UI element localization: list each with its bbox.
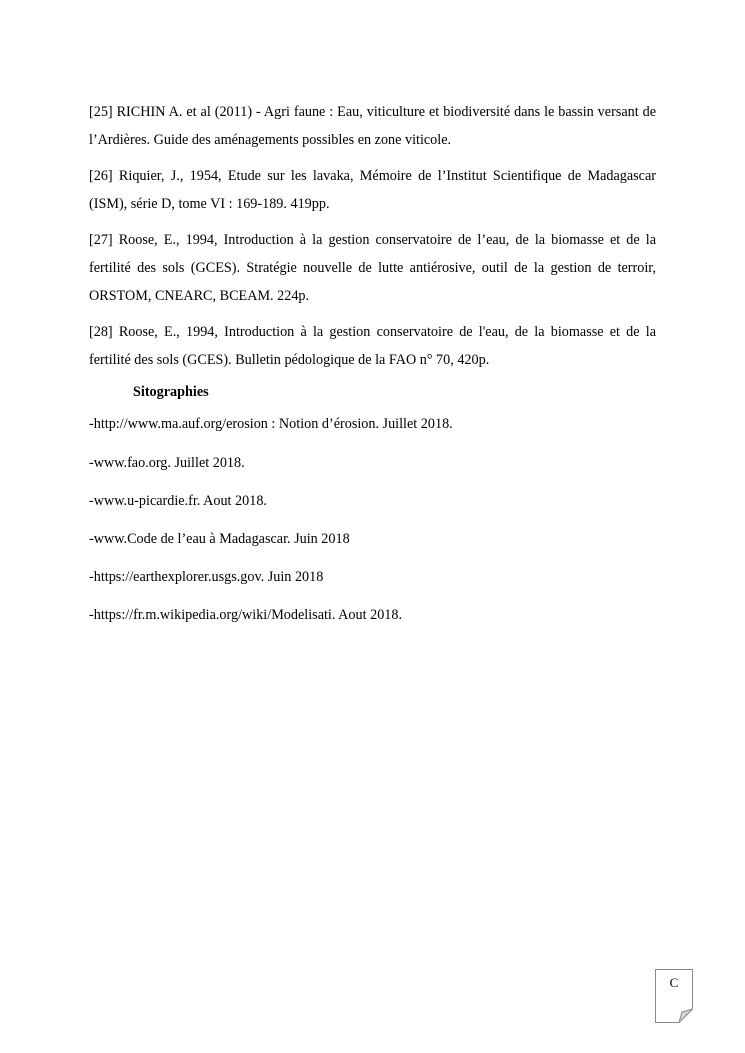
site-item: -www.Code de l’eau à Madagascar. Juin 2018 [89, 531, 350, 547]
reference-27: [27] Roose, E., 1994, Introduction à la gestion conservatoire de l’eau, de la biomasse et de la fertilité des sols (GCES). Stratégie nouvelle de lutte antiérosive, outil de la gestion de terroir, ORSTOM, CNEARC, BCEAM. 224p. [89, 232, 656, 304]
site-item: -https://fr.m.wikipedia.org/wiki/Modelisati. Aout 2018. [89, 607, 403, 623]
reference-25: [25] RICHIN A. et al (2011) - Agri faune : Eau, viticulture et biodiversité dans le bassin versant de l’Ardières. Guide des aménagements possibles en zone viticole. [89, 104, 656, 148]
site-item: -www.fao.org. Juillet 2018. [89, 455, 245, 471]
site-item: -https://earthexplorer.usgs.gov. Juin 2018 [89, 569, 324, 585]
site-item: -http://www.ma.auf.org/erosion : Notion d’érosion. Juillet 2018. [89, 416, 453, 432]
page-number: C [669, 975, 679, 990]
sitographies-heading: Sitographies [133, 384, 209, 400]
reference-list [89, 98, 656, 382]
reference-28: [28] Roose, E., 1994, Introduction à la gestion conservatoire de l'eau, de la biomasse et de la fertilité des sols (GCES). Bulletin pédologique de la FAO n° 70, 420p. [89, 324, 656, 368]
site-item: -www.u-picardie.fr. Aout 2018. [89, 493, 267, 509]
page-number-box [655, 969, 693, 1023]
reference-26: [26] Riquier, J., 1954, Etude sur les lavaka, Mémoire de l’Institut Scientifique de Madagascar (ISM), série D, tome VI : 169-189. 419pp. [89, 168, 656, 212]
